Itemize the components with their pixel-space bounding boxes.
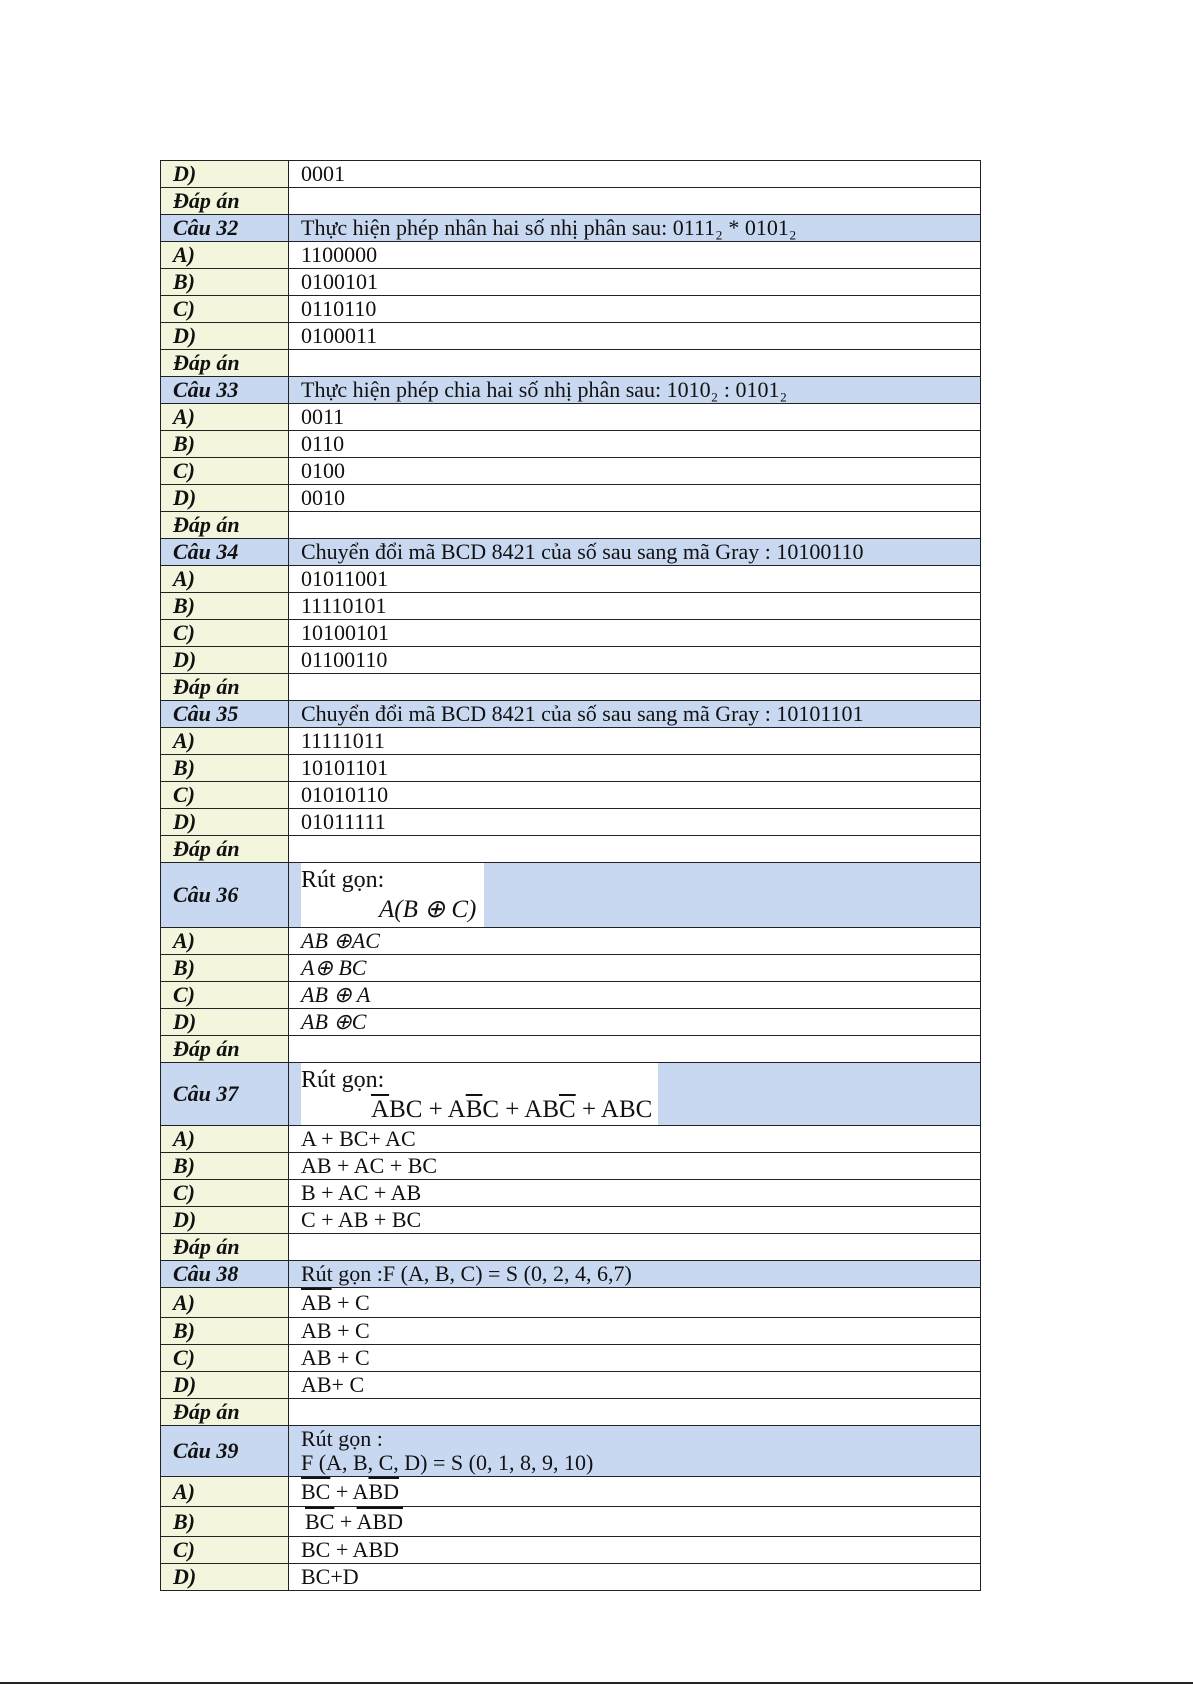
formula-term: $\overline{BC}$ — [301, 1478, 331, 1504]
option-row — [161, 269, 981, 296]
prompt-heading: Rút gọn: — [301, 867, 385, 893]
option-row — [161, 431, 981, 458]
formula-term: + C — [331, 1318, 370, 1343]
option-row — [161, 1345, 981, 1372]
option-text: 0100101 — [289, 269, 981, 296]
option-row — [161, 955, 981, 982]
option-row — [161, 1507, 981, 1537]
option-row — [161, 1180, 981, 1207]
option-label: C) — [161, 982, 289, 1009]
question-label: Câu 35 — [161, 701, 289, 728]
question-sheet — [160, 160, 980, 1591]
prompt-formula — [301, 1095, 652, 1125]
question-row-38 — [161, 1261, 981, 1288]
option-row — [161, 1009, 981, 1036]
option-text: AB ⊕C — [289, 1009, 981, 1036]
formula-term: + ABC — [575, 1096, 653, 1123]
option-row — [161, 1153, 981, 1180]
option-text: 1100000 — [289, 242, 981, 269]
option-label: D) — [161, 161, 289, 188]
question-prompt: Chuyển đổi mã BCD 8421 của số sau sang mã Gray : 10101101 — [289, 701, 981, 728]
option-label: B) — [161, 1507, 289, 1537]
option-row — [161, 296, 981, 323]
option-row — [161, 809, 981, 836]
option-label: B) — [161, 1153, 289, 1180]
prompt-heading: Rút gọn: — [301, 1067, 385, 1093]
formula-term: $\overline{ABD}$ — [356, 1508, 404, 1534]
formula-image — [301, 863, 484, 927]
formula-term: A — [301, 1318, 317, 1343]
option-row — [161, 1372, 981, 1399]
question-label: Câu 36 — [161, 863, 289, 928]
option-text: B + AC + AB — [289, 1180, 981, 1207]
option-label: A) — [161, 242, 289, 269]
answer-field[interactable] — [289, 836, 981, 863]
question-table — [160, 160, 981, 1591]
option-text: 0110 — [289, 431, 981, 458]
option-label: A) — [161, 1288, 289, 1318]
option-text: 01010110 — [289, 782, 981, 809]
answer-label: Đáp án — [161, 512, 289, 539]
answer-label: Đáp án — [161, 1036, 289, 1063]
question-label: Câu 37 — [161, 1063, 289, 1126]
formula-term: AB + — [301, 1345, 355, 1370]
option-row — [161, 323, 981, 350]
option-text: 11110101 — [289, 593, 981, 620]
option-text: A⊕ BC — [289, 955, 981, 982]
question-row-39 — [161, 1426, 981, 1477]
answer-label: Đáp án — [161, 674, 289, 701]
answer-label: Đáp án — [161, 1234, 289, 1261]
question-prompt — [289, 1063, 981, 1126]
option-label: A) — [161, 728, 289, 755]
question-label: Câu 33 — [161, 377, 289, 404]
question-prompt — [289, 1426, 981, 1477]
option-label: A) — [161, 1477, 289, 1507]
option-text — [289, 1288, 981, 1318]
question-prompt: Rút gọn :F (A, B, C) = S (0, 2, 4, 6,7) — [289, 1261, 981, 1288]
option-label: D) — [161, 323, 289, 350]
option-text: 0011 — [289, 404, 981, 431]
option-text — [289, 1318, 981, 1345]
option-label: C) — [161, 1180, 289, 1207]
formula-term: $\overline{B}$ — [316, 1289, 332, 1315]
option-label: D) — [161, 485, 289, 512]
option-text: 0001 — [289, 161, 981, 188]
question-prompt — [289, 863, 981, 928]
option-label: D) — [161, 1009, 289, 1036]
option-text: BC+D — [289, 1564, 981, 1591]
question-prompt: Chuyển đổi mã BCD 8421 của số sau sang mã Gray : 10100110 — [289, 539, 981, 566]
option-text — [289, 1477, 981, 1507]
option-row — [161, 593, 981, 620]
option-label: C) — [161, 1345, 289, 1372]
formula-term: $\overline{B}$ — [465, 1096, 483, 1123]
question-prompt: Thực hiện phép nhân hai số nhị phân sau: 0111₂ * 0101₂ — [289, 215, 981, 242]
option-row — [161, 242, 981, 269]
formula-term: + A — [330, 1478, 369, 1504]
option-row — [161, 566, 981, 593]
formula-term: BC + A — [389, 1096, 466, 1123]
question-label: Câu 34 — [161, 539, 289, 566]
answer-row — [161, 350, 981, 377]
option-row — [161, 728, 981, 755]
answer-label: Đáp án — [161, 350, 289, 377]
page-bottom-rule — [0, 1682, 1193, 1684]
option-text: 10100101 — [289, 620, 981, 647]
formula-term: + ABD — [330, 1537, 400, 1562]
option-text: 0100 — [289, 458, 981, 485]
option-row — [161, 647, 981, 674]
question-row-33 — [161, 377, 981, 404]
formula-term: $\overline{A}$ — [301, 1289, 317, 1315]
option-row — [161, 458, 981, 485]
formula-term: C + AB — [482, 1096, 559, 1123]
answer-field[interactable] — [289, 674, 981, 701]
answer-field[interactable] — [289, 512, 981, 539]
option-text: 0010 — [289, 485, 981, 512]
option-row — [161, 1126, 981, 1153]
option-text: 11111011 — [289, 728, 981, 755]
answer-row — [161, 188, 981, 215]
option-label: B) — [161, 431, 289, 458]
option-label: C) — [161, 782, 289, 809]
question-label: Câu 39 — [161, 1426, 289, 1477]
answer-field[interactable] — [289, 350, 981, 377]
option-label: A) — [161, 928, 289, 955]
option-row — [161, 620, 981, 647]
option-label: C) — [161, 620, 289, 647]
option-row — [161, 1288, 981, 1318]
question-prompt: Thực hiện phép chia hai số nhị phân sau: 1010₂ : 0101₂ — [289, 377, 981, 404]
option-row — [161, 485, 981, 512]
prompt-formula: A(B ⊕ C) — [379, 896, 477, 923]
answer-row — [161, 674, 981, 701]
question-row-36 — [161, 863, 981, 928]
option-text: C + AB + BC — [289, 1207, 981, 1234]
option-text: 0100011 — [289, 323, 981, 350]
formula-term: + — [334, 1508, 357, 1534]
option-row — [161, 928, 981, 955]
option-text: 01011111 — [289, 809, 981, 836]
option-row — [161, 982, 981, 1009]
question-row-32 — [161, 215, 981, 242]
question-label: Câu 38 — [161, 1261, 289, 1288]
answer-label: Đáp án — [161, 188, 289, 215]
option-label: C) — [161, 296, 289, 323]
answer-row — [161, 512, 981, 539]
option-text — [289, 1507, 981, 1537]
option-text: 01011001 — [289, 566, 981, 593]
formula-term: + C — [331, 1289, 370, 1315]
option-label: B) — [161, 269, 289, 296]
option-label: D) — [161, 1564, 289, 1591]
option-text: 10101101 — [289, 755, 981, 782]
question-label: Câu 32 — [161, 215, 289, 242]
option-label: D) — [161, 1207, 289, 1234]
option-text — [289, 1345, 981, 1372]
answer-row — [161, 1234, 981, 1261]
answer-label: Đáp án — [161, 1399, 289, 1426]
formula-term: $\overline{C}$ — [559, 1096, 576, 1123]
option-label: A) — [161, 1126, 289, 1153]
answer-field[interactable] — [289, 1399, 981, 1426]
answer-row — [161, 1036, 981, 1063]
option-row — [161, 161, 981, 188]
formula-term: $\overline{BD}$ — [368, 1478, 400, 1504]
question-row-35 — [161, 701, 981, 728]
question-row-37 — [161, 1063, 981, 1126]
option-label: B) — [161, 1318, 289, 1345]
formula-term: $\overline{A}$ — [371, 1096, 390, 1123]
formula-image — [301, 1063, 658, 1125]
option-row — [161, 1564, 981, 1591]
option-label: A) — [161, 404, 289, 431]
option-row — [161, 1537, 981, 1564]
option-row — [161, 1477, 981, 1507]
option-label: D) — [161, 647, 289, 674]
answer-row — [161, 1399, 981, 1426]
answer-field[interactable] — [289, 1036, 981, 1063]
formula-term: $\overline{C}$ — [354, 1345, 370, 1370]
option-text: 0110110 — [289, 296, 981, 323]
option-text: AB ⊕AC — [289, 928, 981, 955]
option-row — [161, 782, 981, 809]
option-label: D) — [161, 809, 289, 836]
option-text — [289, 1537, 981, 1564]
option-text: A + BC+ AC — [289, 1126, 981, 1153]
question-row-34 — [161, 539, 981, 566]
option-text: 01100110 — [289, 647, 981, 674]
option-row — [161, 1318, 981, 1345]
option-row — [161, 1207, 981, 1234]
option-label: B) — [161, 755, 289, 782]
option-label: B) — [161, 955, 289, 982]
answer-field[interactable] — [289, 188, 981, 215]
option-label: A) — [161, 566, 289, 593]
option-label: C) — [161, 458, 289, 485]
prompt-line: F (A, B, C, D) = S (0, 1, 8, 9, 10) — [301, 1450, 594, 1475]
option-label: C) — [161, 1537, 289, 1564]
option-text: AB ⊕ A — [289, 982, 981, 1009]
option-text: AB + AC + BC — [289, 1153, 981, 1180]
answer-label: Đáp án — [161, 836, 289, 863]
option-row — [161, 755, 981, 782]
formula-term: $\overline{BC}$ — [305, 1508, 335, 1534]
option-text: AB+ C — [289, 1372, 981, 1399]
formula-term: $\overline{B}$ — [316, 1318, 332, 1343]
prompt-line: Rút gọn : — [301, 1426, 383, 1451]
option-label: D) — [161, 1372, 289, 1399]
answer-row — [161, 836, 981, 863]
answer-field[interactable] — [289, 1234, 981, 1261]
option-label: B) — [161, 593, 289, 620]
formula-term: $\overline{BC}$ — [301, 1537, 331, 1562]
option-row — [161, 404, 981, 431]
